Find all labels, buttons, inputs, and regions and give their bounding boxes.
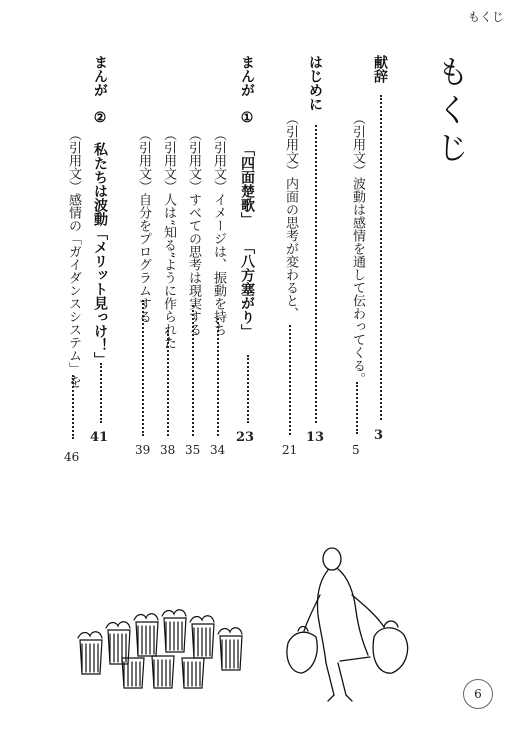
leader-dots — [315, 125, 317, 423]
page-ref-hajimeni: 13 — [306, 430, 325, 445]
page-number: 6 — [463, 679, 493, 709]
heading-manga-2: まんが — [92, 55, 108, 97]
heading-manga-1: まんが — [239, 55, 255, 97]
page-ref-quote-1: 34 — [210, 443, 226, 457]
leader-dots — [167, 330, 169, 436]
leader-dots — [217, 318, 219, 436]
entry-hajimeni-quote: （引用文）内面の思考が変わると、 — [283, 112, 298, 320]
page-ref-hajimeni-quote: 21 — [282, 443, 298, 457]
entry-kenji-quote: （引用文）波動は感情を通して伝わってくる。 — [350, 112, 365, 385]
stacked-cups-illustration — [60, 600, 260, 692]
leader-dots — [192, 305, 194, 436]
manga-1-number: ① — [239, 110, 255, 126]
person-with-bags-illustration — [280, 545, 430, 705]
leader-dots — [356, 382, 358, 434]
running-header: もくじ — [467, 10, 504, 24]
page-title: もくじ — [432, 55, 470, 169]
page-ref-quote-3: 38 — [160, 443, 176, 457]
manga-2-number: ② — [92, 110, 108, 126]
page-ref-quote-4: 39 — [135, 443, 151, 457]
entry-quote-4: （引用文）自分をプログラムする — [136, 128, 151, 323]
entry-quote-5: （引用文）感情の「ガイダンスシステム」を — [66, 128, 81, 388]
page-ref-manga-1: 23 — [236, 430, 255, 445]
entry-quote-1: （引用文）イメージは、振動を持ち — [211, 128, 226, 336]
page-ref-quote-5: 46 — [64, 450, 80, 464]
manga-2-title: 私たちは波動「メリット見っけ！」 — [92, 142, 108, 366]
page-ref-quote-2: 35 — [185, 443, 201, 457]
page-ref-kenji: 3 — [374, 428, 384, 443]
heading-hajimeni: はじめに — [307, 55, 323, 111]
entry-quote-2: （引用文）すべての思考は現実する — [186, 128, 201, 336]
page-ref-manga-2: 41 — [90, 430, 109, 445]
heading-kenji: 献辞 — [372, 55, 388, 83]
leader-dots — [72, 375, 74, 439]
leader-dots — [100, 363, 102, 423]
page-ref-kenji-quote: 5 — [352, 443, 360, 457]
manga-1-title-b: 「八方塞がり」 — [239, 240, 255, 338]
manga-1-title-a: 「四面楚歌」 — [239, 142, 255, 226]
leader-dots — [142, 300, 144, 436]
leader-dots — [289, 325, 291, 435]
leader-dots — [247, 355, 249, 423]
leader-dots — [380, 95, 382, 420]
entry-quote-3: （引用文）人は“知る”ように作られた — [161, 128, 176, 350]
